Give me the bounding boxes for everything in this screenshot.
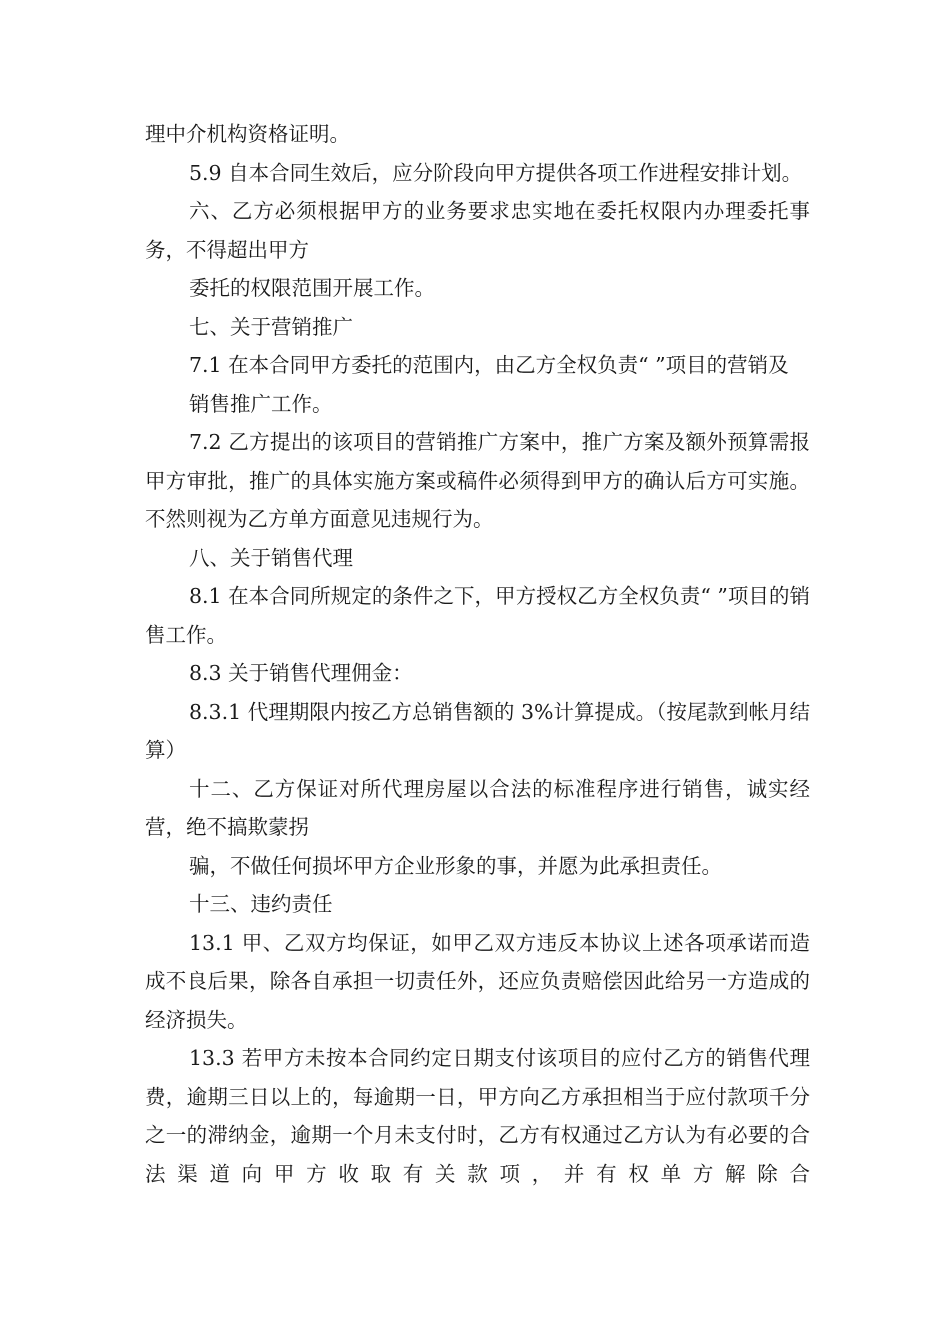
paragraph-11: 8.3 关于销售代理佣金： xyxy=(189,661,413,685)
document-body xyxy=(145,115,810,1193)
paragraph-02: 5.9 自本合同生效后，应分阶段向甲方提供各项工作进程安排计划。 xyxy=(189,160,803,185)
paragraph-07: 销售推广工作。 xyxy=(189,391,333,416)
paragraph-13: 十二、乙方保证对所代理房屋以合法的标准程序进行销售，诚实经营，绝不搞欺蒙拐 xyxy=(145,776,810,839)
paragraph-17: 13.3 若甲方未按本合同约定日期支付该项目的应付乙方的销售代理费，逾期三日以上的，每逾期一日，甲方向乙方承担相当于应付款项千分之一的滞纳金，逾期一个月未支付时，乙方有权通过乙方认为有必要的合法渠道向甲方收取有关款项，并有权单方解除合 xyxy=(145,1046,810,1186)
paragraph-04: 委托的权限范围开展工作。 xyxy=(189,276,435,300)
paragraph-14: 骗，不做任何损坏甲方企业形象的事，并愿为此承担责任。 xyxy=(189,853,722,878)
paragraph-10: 8.1 在本合同所规定的条件之下，甲方授权乙方全权负责“ ”项目的销售工作。 xyxy=(145,584,810,647)
paragraph-08: 7.2 乙方提出的该项目的营销推广方案中，推广方案及额外预算需报甲方审批，推广的具体实施方案或稿件必须得到甲方的确认后方可实施。不然则视为乙方单方面意见违规行为。 xyxy=(145,430,810,531)
paragraph-16: 13.1 甲、乙双方均保证，如甲乙双方违反本协议上述各项承诺而造成不良后果，除各自承担一切责任外，还应负责赔偿因此给另一方造成的经济损失。 xyxy=(145,930,810,1032)
section-heading-7: 七、关于营销推广 xyxy=(189,314,353,339)
paragraph-06: 7.1 在本合同甲方委托的范围内，由乙方全权负责“ ”项目的营销及 xyxy=(189,353,789,377)
section-heading-8: 八、关于销售代理 xyxy=(189,545,353,570)
paragraph-01: 理中介机构资格证明。 xyxy=(145,122,350,146)
paragraph-03: 六、乙方必须根据甲方的业务要求忠实地在委托权限内办理委托事务，不得超出甲方 xyxy=(145,199,810,262)
paragraph-12: 8.3.1 代理期限内按乙方总销售额的 3%计算提成。（按尾款到帐月结算） xyxy=(145,699,810,762)
section-heading-13: 十三、违约责任 xyxy=(189,892,333,916)
